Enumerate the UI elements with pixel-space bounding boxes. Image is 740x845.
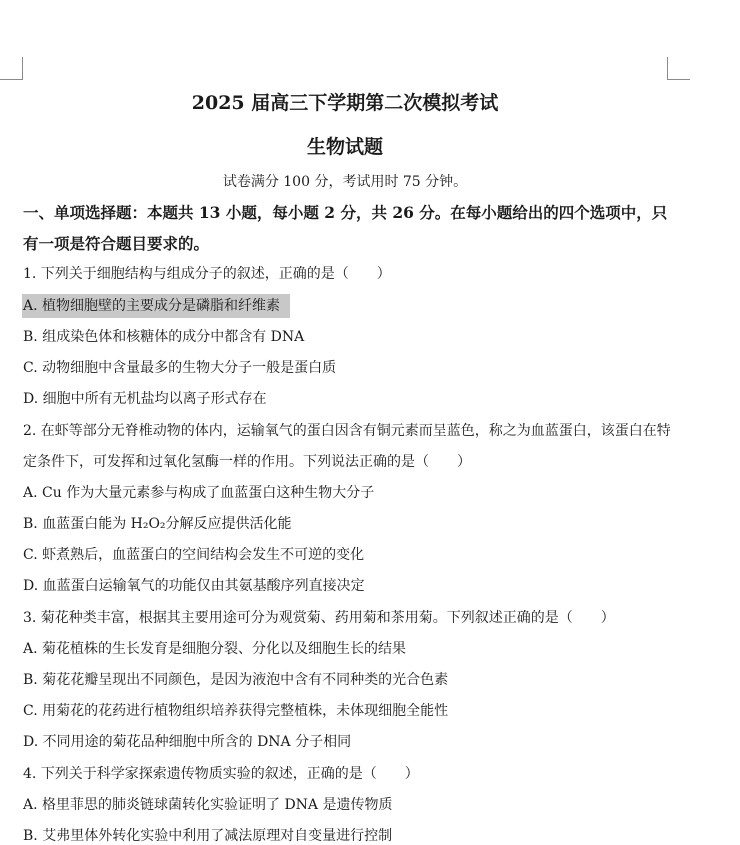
question-4-stem[interactable]: 4. 下列关于科学家探索遗传物质实验的叙述，正确的是（ ）	[23, 766, 419, 782]
question-1-option-d[interactable]: D. 细胞中所有无机盐均以离子形式存在	[23, 391, 267, 407]
exam-info: 试卷满分 100 分，考试用时 75 分钟。	[222, 174, 468, 190]
question-4-option-b[interactable]: B. 艾弗里体外转化实验中利用了减法原理对自变量进行控制	[23, 828, 393, 844]
question-3-stem[interactable]: 3. 菊花种类丰富，根据其主要用途可分为观赏菊、药用菊和茶用菊。下列叙述正确的是（ ）	[23, 610, 615, 626]
question-1-option-a[interactable]	[23, 295, 290, 315]
page-corner-mark-left	[0, 57, 23, 80]
question-2-option-c[interactable]: C. 虾煮熟后，血蓝蛋白的空间结构会发生不可逆的变化	[23, 547, 365, 563]
question-3-option-d[interactable]: D. 不同用途的菊花品种细胞中所含的 DNA 分子相同	[23, 734, 352, 750]
question-2-option-d[interactable]: D. 血蓝蛋白运输氧气的功能仅由其氨基酸序列直接决定	[23, 578, 365, 594]
question-2-option-b[interactable]: B. 血蓝蛋白能为 H₂O₂分解反应提供活化能	[23, 516, 292, 532]
question-2-option-a[interactable]: A. Cu 作为大量元素参与构成了血蓝蛋白这种生物大分子	[23, 485, 375, 501]
question-2-stem-line-2[interactable]: 定条件下，可发挥和过氧化氢酶一样的作用。下列说法正确的是（ ）	[23, 454, 471, 470]
section-heading-line-2: 有一项是符合题目要求的。	[23, 234, 210, 253]
question-3-option-a[interactable]: A. 菊花植株的生长发育是细胞分裂、分化以及细胞生长的结果	[23, 641, 407, 657]
section-heading-line-1: 一、单项选择题：本题共 13 小题，每小题 2 分，共 26 分。在每小题给出的四个选项中，只	[23, 203, 668, 222]
question-4-option-a[interactable]: A. 格里菲思的肺炎链球菌转化实验证明了 DNA 是遗传物质	[23, 797, 393, 813]
question-3-option-b[interactable]: B. 菊花花瓣呈现出不同颜色，是因为液泡中含有不同种类的光合色素	[23, 672, 449, 688]
question-1-stem[interactable]: 1. 下列关于细胞结构与组成分子的叙述，正确的是（ ）	[23, 266, 391, 282]
question-3-option-c[interactable]: C. 用菊花的花药进行植物组织培养获得完整植株，未体现细胞全能性	[23, 703, 449, 719]
question-1-option-c[interactable]: C. 动物细胞中含量最多的生物大分子一般是蛋白质	[23, 360, 337, 376]
exam-title: 2025 届高三下学期第二次模拟考试	[191, 92, 499, 114]
selected-text-highlight[interactable]: A. 植物细胞壁的主要成分是磷脂和纤维素	[22, 294, 290, 318]
question-2-stem-line-1[interactable]: 2. 在虾等部分无脊椎动物的体内，运输氧气的蛋白因含有铜元素而呈蓝色，称之为血蓝蛋白，该蛋白在特	[23, 423, 671, 439]
subject-title: 生物试题	[306, 136, 383, 158]
question-1-option-b[interactable]: B. 组成染色体和核糖体的成分中都含有 DNA	[23, 329, 305, 345]
page-corner-mark-right	[667, 57, 690, 80]
